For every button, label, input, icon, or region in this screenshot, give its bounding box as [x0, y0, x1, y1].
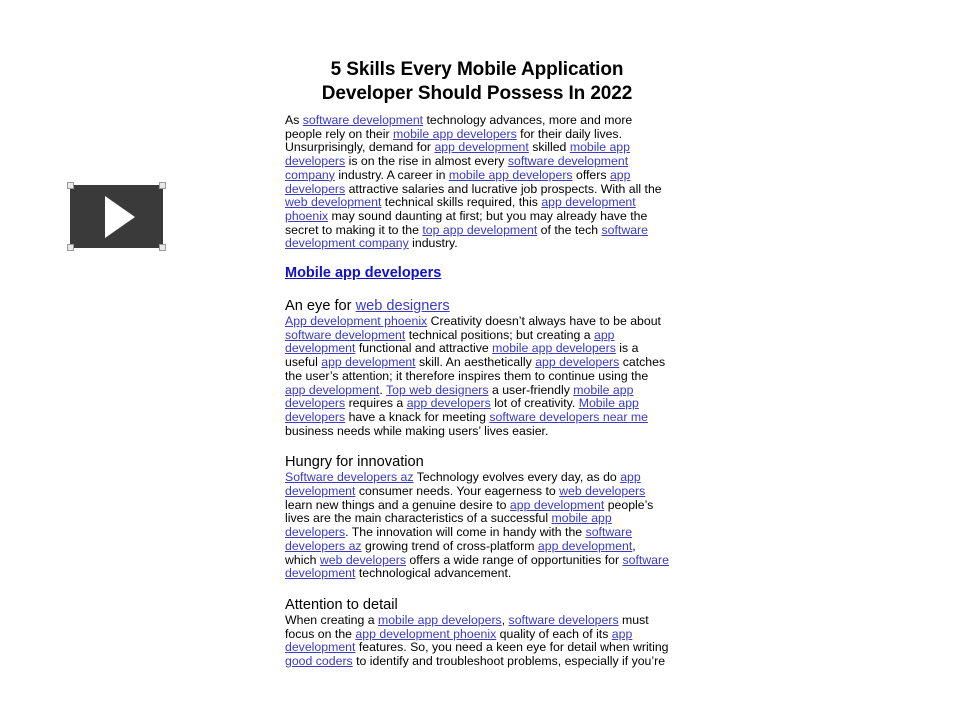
inline-text: catches the user’s attention; it therefore inspires them to continue using the — [285, 355, 666, 383]
inline-text: must focus on the — [285, 612, 649, 641]
inline-link[interactable]: web developers — [319, 552, 406, 567]
resize-handle-top-left[interactable] — [67, 182, 74, 189]
inline-link[interactable]: app developers — [285, 167, 631, 196]
inline-link[interactable]: mobile app developers — [377, 612, 502, 627]
inline-text: quality of each of its — [496, 626, 612, 641]
section-body-an-eye-for — [285, 315, 669, 438]
inline-link[interactable]: app development phoenix — [355, 626, 497, 641]
inline-link[interactable]: app development — [285, 327, 615, 356]
inline-link[interactable]: Software developers az — [285, 470, 414, 485]
inline-link[interactable]: app development — [537, 538, 633, 553]
inline-text: offers a wide range of opportunities for — [406, 552, 623, 567]
inline-link[interactable]: software developers — [508, 612, 619, 627]
inline-text: skill. An aesthetically — [415, 355, 536, 370]
inline-text: technology advances, more and more people rely on their — [285, 113, 633, 141]
inline-text: When creating a — [285, 612, 378, 627]
inline-link[interactable]: app development — [285, 382, 380, 397]
inline-link[interactable]: web designers — [355, 298, 450, 315]
inline-link[interactable]: mobile app developers — [285, 511, 612, 540]
inline-text: to identify and troubleshoot problems, especially if you’re — [352, 654, 666, 669]
inline-link[interactable]: app development — [509, 497, 605, 512]
inline-link[interactable]: web development — [285, 195, 382, 210]
inline-text: Hungry for innovation — [285, 454, 424, 471]
section-heading-an-eye-for — [285, 298, 669, 315]
inline-text: is a useful — [285, 341, 639, 370]
inline-text: is on the rise in almost every — [345, 154, 508, 169]
inline-text: requires a — [345, 396, 407, 411]
inline-text: skilled — [528, 140, 570, 155]
inline-text: learn new things and a genuine desire to — [285, 497, 510, 512]
inline-text: offers — [572, 167, 610, 182]
video-frame[interactable] — [70, 185, 163, 248]
inline-text: technical positions; but creating a — [405, 327, 594, 342]
inline-link[interactable]: software development — [285, 327, 406, 342]
inline-text: technical skills required, this — [381, 195, 542, 210]
section-heading-attention-to-detail — [285, 597, 669, 614]
inline-link[interactable]: app development — [321, 355, 416, 370]
play-triangle-icon[interactable] — [105, 196, 135, 238]
inline-link[interactable]: App development phoenix — [285, 314, 428, 329]
inline-link[interactable]: mobile app developers — [393, 126, 517, 141]
inline-text: of the tech — [537, 222, 602, 237]
inline-link[interactable]: software development — [302, 113, 424, 127]
inline-text: lot of creativity. — [490, 396, 579, 411]
section-body-attention-to-detail — [285, 614, 669, 669]
section-heading-hungry-for-innovation — [285, 454, 669, 471]
intro-paragraph — [285, 114, 669, 251]
inline-link[interactable]: mobile app developers — [285, 382, 634, 411]
inline-link[interactable]: Mobile app developers — [285, 396, 639, 424]
inline-text: technological advancement. — [355, 566, 512, 581]
inline-link[interactable]: software development company — [285, 154, 629, 182]
inline-link[interactable]: top app development — [422, 222, 538, 237]
page-title: 5 Skills Every Mobile Application Developer Should Possess In 2022 — [321, 59, 633, 104]
inline-text: , — [501, 612, 509, 627]
link-heading-label[interactable]: Mobile app developers — [285, 265, 442, 282]
inline-text: business needs while making users’ lives easier. — [285, 423, 549, 438]
inline-text: features. So, you need a keen eye for detail when writing — [355, 640, 669, 655]
inline-link[interactable]: app developers — [535, 355, 620, 370]
resize-handle-top-right[interactable] — [159, 182, 166, 189]
inline-text: Technology evolves every day, as do — [413, 470, 621, 485]
inline-text: An eye for — [285, 298, 356, 315]
inline-text: have a knack for meeting — [345, 409, 490, 424]
inline-link[interactable]: app development phoenix — [285, 195, 636, 223]
inline-link[interactable]: app developers — [406, 396, 491, 411]
inline-link[interactable]: mobile app developers — [448, 167, 573, 182]
inline-text: may sound daunting at first; but you may already have the secret to making it to the — [285, 208, 648, 237]
inline-text: . — [379, 382, 386, 397]
inline-text: a user-friendly — [488, 382, 574, 397]
inline-text: As — [285, 113, 303, 127]
inline-text: . The innovation will come in handy with the — [345, 525, 586, 540]
link-heading-mobile-app-developers[interactable] — [285, 265, 669, 282]
inline-link[interactable]: app development — [285, 470, 641, 499]
inline-link[interactable]: app development — [285, 626, 633, 655]
inline-text: people’s lives are the main characteristics of a successful — [285, 497, 654, 526]
inline-link[interactable]: mobile app developers — [492, 341, 616, 356]
inline-text: for their daily lives. Unsurprisingly, demand for — [285, 126, 622, 155]
resize-handle-bottom-left[interactable] — [67, 244, 74, 251]
video-placeholder[interactable] — [67, 182, 166, 251]
inline-text: attractive salaries and lucrative job prospects. With all the — [345, 181, 662, 196]
section-body-hungry-for-innovation — [285, 471, 669, 581]
resize-handle-bottom-right[interactable] — [159, 244, 166, 251]
inline-text: growing trend of cross-platform — [361, 538, 538, 553]
inline-link[interactable]: software development — [285, 552, 669, 581]
inline-link[interactable]: web developers — [559, 484, 646, 499]
inline-link[interactable]: software development company — [285, 222, 648, 251]
inline-link[interactable]: software developers near me — [489, 409, 648, 424]
inline-text: consumer needs. Your eagerness to — [355, 484, 560, 499]
inline-text: , which — [285, 538, 636, 567]
inline-link[interactable]: good coders — [285, 654, 353, 669]
article-content — [285, 58, 669, 669]
inline-text: functional and attractive — [355, 341, 493, 356]
inline-text: industry. — [408, 236, 458, 251]
inline-link[interactable]: Top web designers — [385, 382, 489, 397]
inline-link[interactable]: software developers az — [285, 525, 633, 553]
inline-link[interactable]: mobile app developers — [285, 140, 630, 169]
inline-text: Attention to detail — [285, 596, 398, 613]
inline-link[interactable]: app development — [434, 140, 529, 155]
inline-text: Creativity doesn’t always have to be about — [427, 314, 661, 329]
inline-text: industry. A career in — [334, 167, 449, 182]
